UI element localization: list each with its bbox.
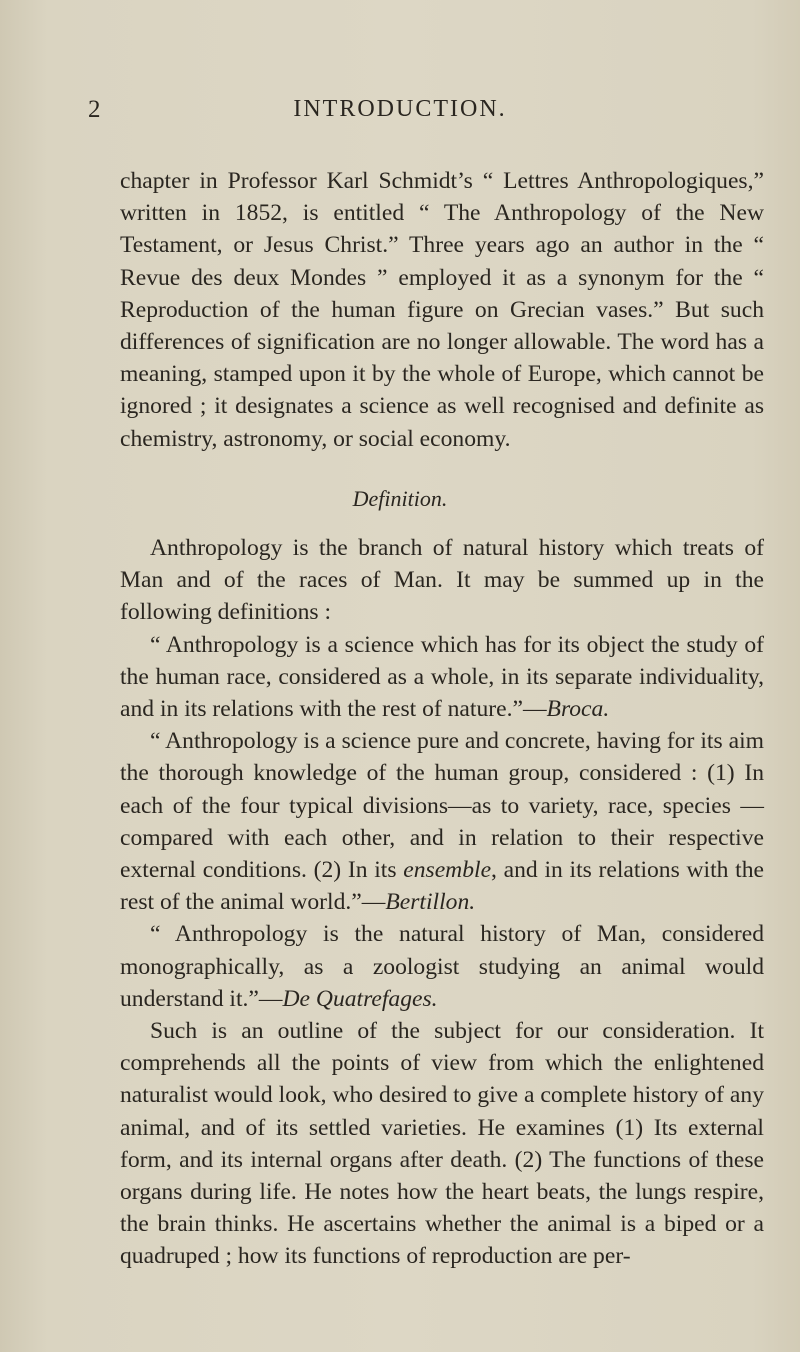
quatrefages-definition <box>120 918 764 1015</box>
closing-paragraph: Such is an outline of the subject for our consideration. It comprehends all the points of view from which the enlightened naturalist would look, who desired to give a complete history of any animal, and of its settled varieties. He examines (1) Its external form, and its internal organs after death. (2) The functions of these organs during life. He notes how the heart beats, the lungs respire, the brain thinks. He ascertains whether the animal is a biped or a quadruped ; how its functions of reproduction are per- <box>120 1018 764 1270</box>
bertillon-quote-italic: ensemble <box>403 857 492 884</box>
broca-author: Broca. <box>546 696 610 723</box>
opening-paragraph-block <box>120 165 764 455</box>
bertillon-quote-part2: , and in its relations with the rest of the animal world.”— <box>120 857 764 916</box>
broca-quote: “ Anthropology is a science which has for its object the study of the human race, considered as a whole, in its separate individuality, and in its relations with the rest of nature.”— <box>120 631 764 723</box>
opening-paragraph: chapter in Professor Karl Schmidt’s “ Lettres Anthropologiques,” written in 1852, is entitled “ The Anthropology of the New Testament, or Jesus Christ.” Three years ago an author in the “ Revue des deux Mondes ” employed it as a synonym for the “ Reproduction of the human figure on Grecian vases.” But such differences of signification are no longer allowable. The word has a meaning, stamped upon it by the whole of Europe, which cannot be ignored ; it designates a science as well recognised and definite as chemistry, astronomy, or social economy. <box>120 168 764 452</box>
running-head: INTRODUCTION. <box>293 96 507 122</box>
quatrefages-author: De Quatrefages. <box>282 985 438 1012</box>
quatrefages-quote: “ Anthropology is the natural history of Man, considered monographically, as a zoologist studying an animal would understand it.”— <box>120 921 764 1012</box>
definition-intro: Anthropology is the branch of natural history which treats of Man and of the races of Man. It may be summed up in the following definitions : <box>120 535 764 626</box>
bertillon-quote-part1: “ Anthropology is a science pure and concrete, having for its aim the thorough knowledge of the human group, considered : (1) In each of the four typical divisions—as to variety, race, species —compared with each other, and in relation to their respective external conditions. (2) In its <box>120 728 764 884</box>
definition-section <box>120 532 764 1273</box>
broca-definition <box>120 629 764 726</box>
bertillon-definition <box>120 725 764 918</box>
page-header <box>0 96 800 136</box>
bertillon-author: Bertillon. <box>385 889 476 916</box>
section-heading: Definition. <box>352 486 448 511</box>
page-number: 2 <box>88 96 101 123</box>
